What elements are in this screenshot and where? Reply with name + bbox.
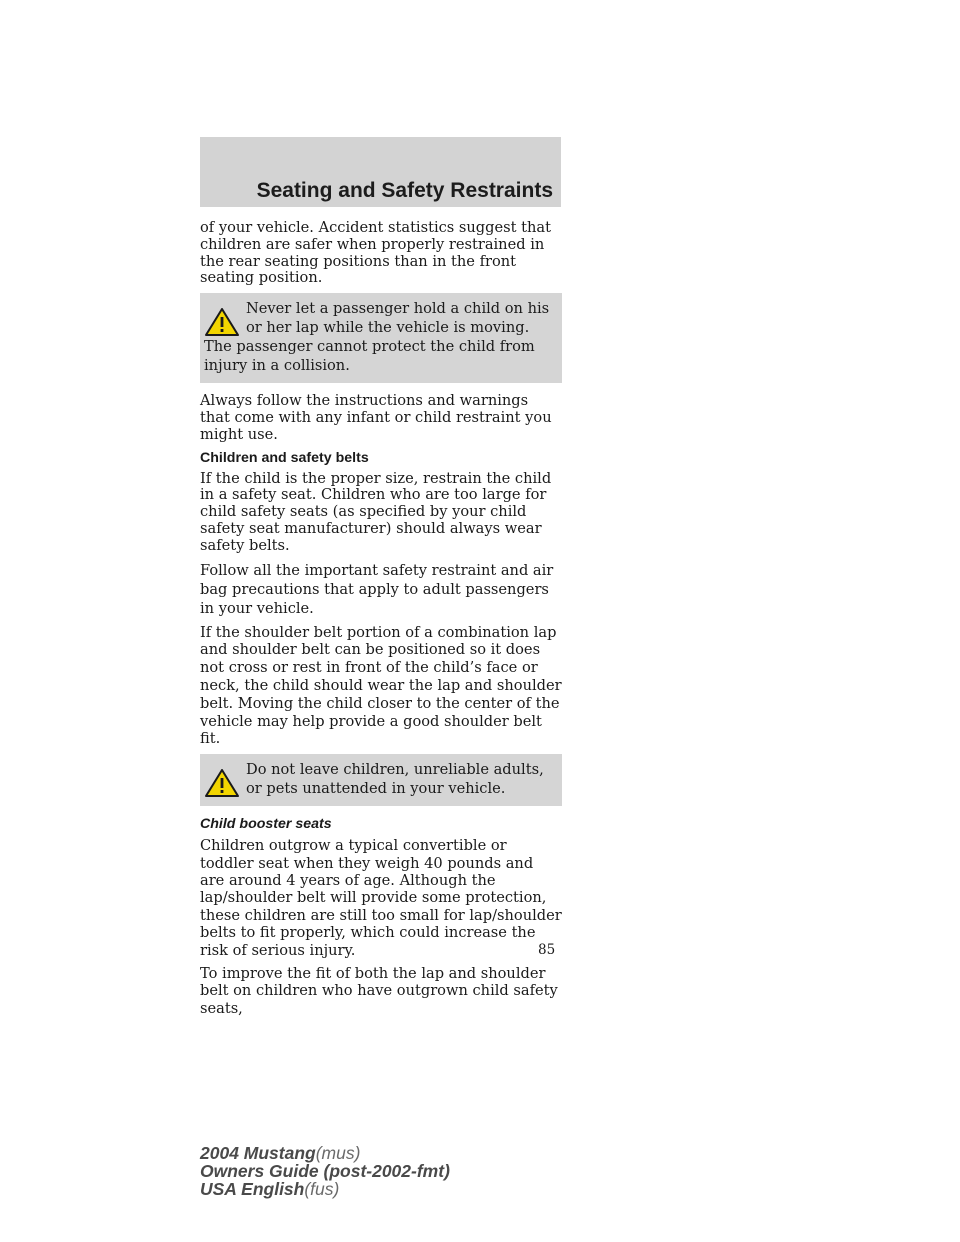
footer-language-code: (fus) — [304, 1179, 340, 1199]
paragraph: If the shoulder belt portion of a combination lap and shoulder belt can be positioned so it does not cross or rest in front of the child’s face or neck, the child should wear the lap and shoulder belt. Moving the child closer to the center of the vehicle may help provide a good shoulder belt fit. — [200, 623, 562, 748]
section-header — [200, 137, 561, 207]
footer-model-code: (mus) — [315, 1143, 361, 1163]
paragraph: To improve the fit of both the lap and shoulder belt on children who have outgrown child safety seats, — [200, 964, 558, 1017]
warning-triangle-icon — [204, 307, 240, 337]
paragraph: Always follow the instructions and warnings that come with any infant or child restraint you might use. — [200, 392, 552, 443]
paragraph: Follow all the important safety restraint and air bag precautions that apply to adult passengers in your vehicle. — [200, 561, 554, 617]
footer-model: 2004 Mustang — [200, 1143, 316, 1163]
section-title: Seating and Safety Restraints — [256, 179, 553, 202]
paragraph: Children outgrow a typical convertible or toddler seat when they weigh 40 pounds and are around 4 years of age. Although the lap/shoulder belt will provide some protection, these children are still too small for lap/shoulder belts to fit properly, which could increase the risk of serious injury. — [200, 837, 562, 959]
document-footer — [200, 1144, 450, 1198]
footer-line — [200, 1162, 450, 1180]
paragraph: of your vehicle. Accident statistics suggest that children are safer when properly restrained in the rear seating positions than in the front seating position. — [200, 219, 551, 287]
warning-triangle-icon — [204, 768, 240, 798]
page-number: 85 — [538, 942, 556, 958]
page-body — [200, 220, 562, 1023]
warning-text: Do not leave children, unreliable adults, or pets unattended in your vehicle. — [246, 761, 544, 798]
footer-guide: Owners Guide (post-2002-fmt) — [200, 1161, 450, 1181]
section-heading: Child booster seats — [200, 816, 332, 833]
section-heading: Children and safety belts — [200, 449, 369, 466]
footer-line — [200, 1180, 450, 1198]
warning-box — [200, 754, 562, 806]
footer-line — [200, 1144, 450, 1162]
footer-language: USA English — [200, 1179, 305, 1199]
paragraph: If the child is the proper size, restrain the child in a safety seat. Children who are too large for child safety seats (as specified by your child safety seat manufacturer) should always wear safety belts. — [200, 469, 552, 554]
warning-box — [200, 293, 562, 383]
warning-text: Never let a passenger hold a child on his or her lap while the vehicle is moving. The passenger cannot protect the child from injury in a collision. — [204, 300, 550, 375]
